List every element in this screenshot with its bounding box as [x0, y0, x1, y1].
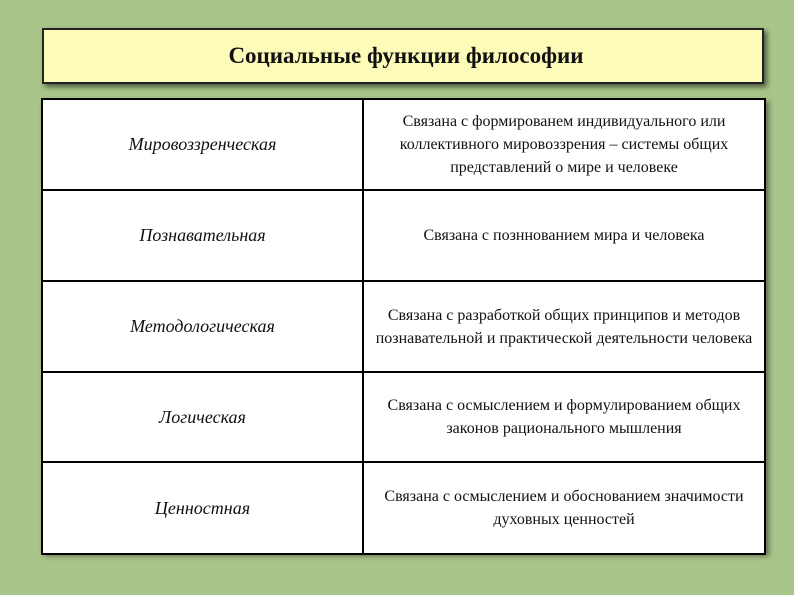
functions-table — [41, 98, 766, 555]
function-description: Связана с осмыслением и формулированием общих законов рационального мышления — [363, 372, 765, 462]
function-description: Связана с формированем индивидуального или коллективного мировоззрения – системы общих представлений о мире и человеке — [363, 99, 765, 190]
functions-table-container — [41, 98, 766, 553]
title-box — [42, 28, 764, 84]
function-name: Познавательная — [42, 190, 363, 281]
table-row — [42, 462, 765, 554]
function-name: Мировоззренческая — [42, 99, 363, 190]
table-row — [42, 190, 765, 281]
function-description: Связана с осмыслением и обоснованием значимости духовных ценностей — [363, 462, 765, 554]
function-name: Логическая — [42, 372, 363, 462]
function-name: Методологическая — [42, 281, 363, 372]
function-description: Связана с позннованием мира и человека — [363, 190, 765, 281]
table-row — [42, 281, 765, 372]
table-row — [42, 99, 765, 190]
function-description: Связана с разработкой общих принципов и методов познавательной и практической деятельности человека — [363, 281, 765, 372]
function-name: Ценностная — [42, 462, 363, 554]
page-title: Социальные функции философии — [228, 43, 584, 68]
table-row — [42, 372, 765, 462]
